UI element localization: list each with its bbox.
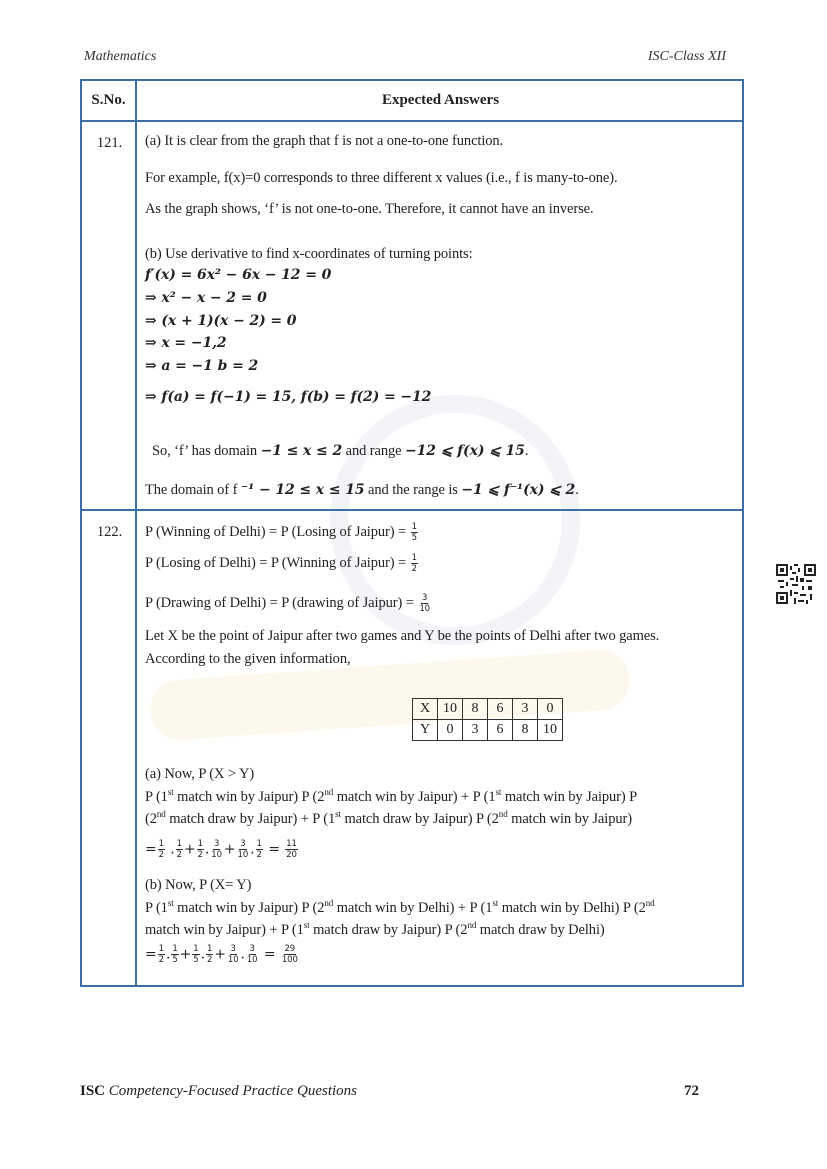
fraction — [411, 553, 418, 574]
text: So, ‘f’ has domain — [152, 443, 261, 459]
table-cell: 8 — [513, 720, 538, 741]
page-number: 72 — [684, 1083, 699, 1099]
inverse-line — [145, 482, 579, 499]
table-cell: 6 — [488, 720, 513, 741]
answer-cell — [137, 122, 742, 509]
text-line: According to the given information, — [145, 651, 351, 667]
table-cell: 8 — [463, 699, 488, 720]
equation: f′(x) = 6x² − 6x − 12 = 0 — [145, 267, 332, 283]
fraction — [411, 522, 418, 543]
part-heading: (a) Now, P (X > Y) — [145, 766, 255, 782]
text-line: (b) Use derivative to find x-coordinates of turning points: — [145, 246, 473, 262]
equation: ⇒ f(a) = f(−1) = 15, f(b) = f(2) = −12 — [145, 389, 432, 405]
equation: ⇒ x² − x − 2 = 0 — [145, 290, 267, 306]
numerator: 1 — [411, 522, 417, 532]
table-cell: 3 — [463, 720, 488, 741]
text: The domain of f — [145, 482, 241, 498]
inverse-domain-expr: ⁻¹ − 12 ≤ x ≤ 15 — [240, 482, 365, 498]
qr-code-icon[interactable] — [776, 564, 816, 604]
table-row — [413, 720, 563, 741]
text-line: Let X be the point of Jaipur after two games and Y be the points of Delhi after two games. — [145, 628, 660, 644]
equation: ⇒ x = −1,2 — [145, 335, 227, 351]
numerator: 3 — [422, 593, 428, 603]
table-cell: 0 — [538, 699, 563, 720]
header-class: ISC-Class XII — [647, 49, 726, 64]
table-row — [413, 699, 563, 720]
answers-table — [80, 79, 744, 987]
text: and the range is — [364, 482, 462, 498]
header-subject: Mathematics — [84, 49, 157, 64]
text-line: P (1st match win by Jaipur) P (2nd match win by Jaipur) + P (1st match win by Jaipur) P — [145, 787, 638, 805]
table-row — [82, 122, 742, 511]
row-label: Y — [413, 720, 438, 741]
equation: ⇒ (x + 1)(x − 2) = 0 — [145, 313, 297, 329]
text: P (Losing of Delhi) = P (Winning of Jaipur) = — [145, 554, 407, 571]
numerator: 1 — [411, 553, 417, 563]
sno-cell — [82, 122, 137, 509]
points-table — [412, 698, 563, 741]
range-expr: −12 ⩽ f(x) ⩽ 15 — [405, 443, 525, 459]
calculation-b: = $\frac{1}{2}$ . $\frac{1}{5}$ + $\frac{1}{5}$ . $\frac{1}{2}$ + $\frac{3}{10}$ . $\frac{3}{10}$ = $\frac{29}{100}$ — [145, 944, 298, 965]
inverse-range-expr: −1 ⩽ f⁻¹(x) ⩽ 2 — [461, 482, 576, 498]
table-header-row — [82, 81, 742, 122]
table-row — [82, 511, 742, 985]
table-cell: 0 — [438, 720, 463, 741]
text: and range — [342, 443, 406, 459]
question-number: 121. — [96, 135, 123, 151]
row-label: X — [413, 699, 438, 720]
answer-cell — [137, 511, 742, 985]
domain-range-line — [152, 443, 528, 460]
text-line: (2nd match draw by Jaipur) + P (1st match draw by Jaipur) P (2nd match win by Jaipur) — [145, 809, 632, 827]
text: . — [524, 443, 529, 459]
calculation-a: = $\frac{1}{2}$ . $\frac{1}{2}$ + $\frac{1}{2}$ . $\frac{3}{10}$ + $\frac{3}{10}$ . $\frac{1}{2}$ = $\frac{11}{20}$ — [145, 839, 297, 860]
footer-brand: ISC — [80, 1083, 106, 1099]
fraction — [418, 593, 431, 614]
text-line: P (1st match win by Jaipur) P (2nd match win by Delhi) + P (1st match win by Delhi) P (2nd — [145, 898, 655, 916]
denominator: 5 — [411, 533, 417, 543]
footer-subtitle: Competency-Focused Practice Questions — [108, 1083, 358, 1099]
text-line: match win by Jaipur) + P (1st match draw by Jaipur) P (2nd match draw by Delhi) — [145, 920, 605, 938]
header-answers: Expected Answers — [381, 92, 500, 108]
question-number: 122. — [96, 524, 123, 540]
part-heading: (b) Now, P (X= Y) — [145, 877, 252, 893]
denominator: 2 — [411, 564, 417, 574]
denominator: 10 — [419, 604, 430, 614]
probability-line — [145, 522, 419, 543]
table-cell: 10 — [438, 699, 463, 720]
text-line: For example, f(x)=0 corresponds to three different x values (i.e., f is many-to-one). — [145, 170, 618, 186]
table-cell: 10 — [538, 720, 563, 741]
domain-expr: −1 ≤ x ≤ 2 — [260, 443, 343, 459]
equation: ⇒ a = −1 b = 2 — [145, 358, 259, 374]
table-cell: 6 — [488, 699, 513, 720]
sno-cell — [82, 511, 137, 985]
footer-title — [80, 1083, 357, 1100]
probability-line — [145, 553, 419, 574]
text: . — [575, 482, 579, 498]
text: P (Drawing of Delhi) = P (drawing of Jaipur) = — [145, 594, 414, 611]
probability-line — [145, 593, 432, 614]
text-line: (a) It is clear from the graph that f is not a one-to-one function. — [145, 133, 504, 149]
table-cell: 3 — [513, 699, 538, 720]
text: P (Winning of Delhi) = P (Losing of Jaipur) = — [145, 523, 407, 540]
header-sno: S.No. — [82, 81, 137, 120]
text-line: As the graph shows, ‘f’ is not one-to-one. Therefore, it cannot have an inverse. — [145, 201, 594, 217]
